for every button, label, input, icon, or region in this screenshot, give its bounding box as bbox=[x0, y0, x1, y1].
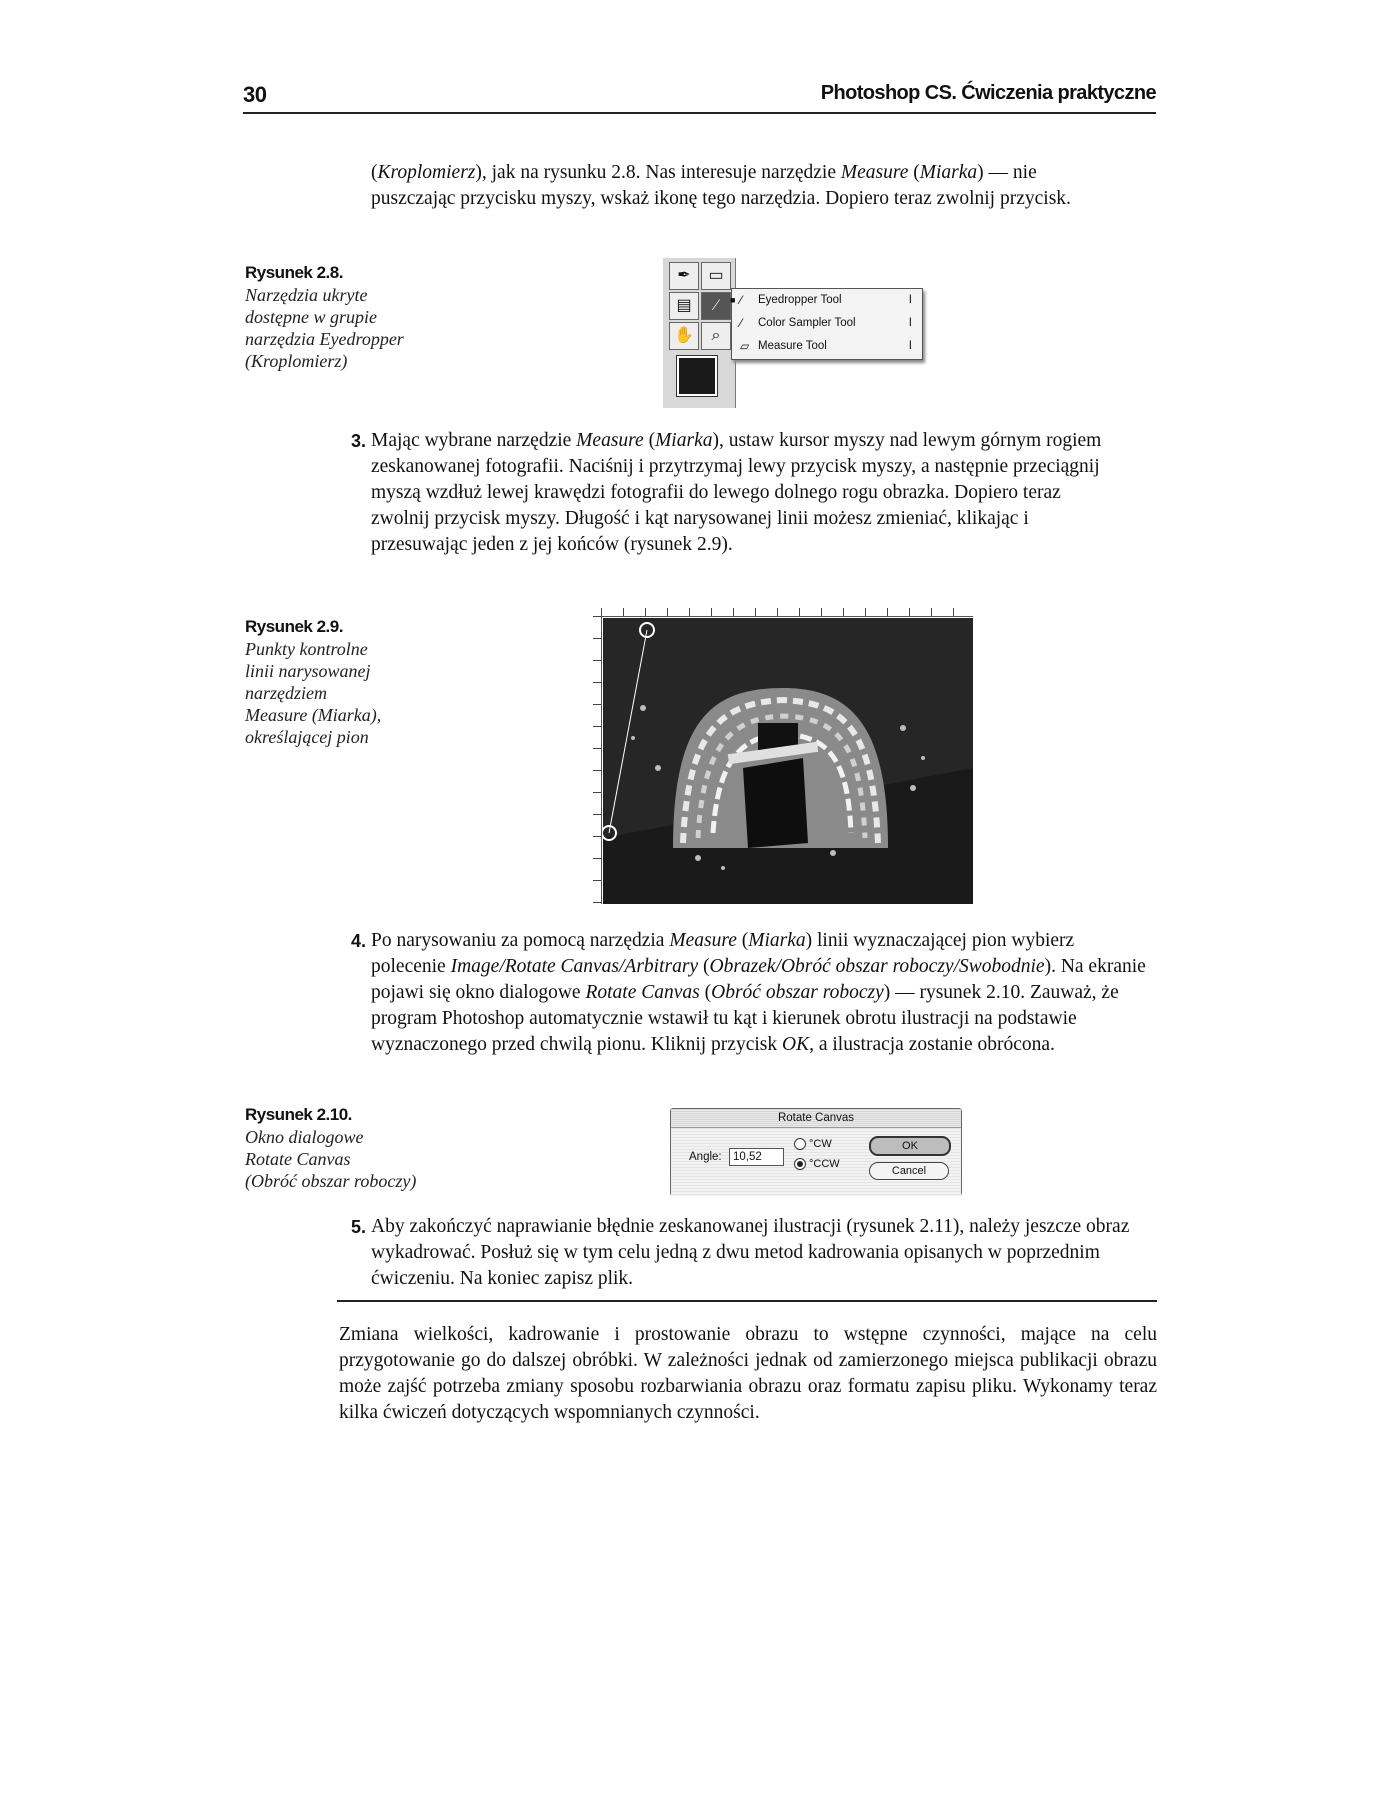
step-number: 4. bbox=[351, 931, 367, 951]
dialog-body bbox=[671, 1128, 961, 1196]
figure-2-9-caption bbox=[245, 616, 465, 748]
angle-label: Angle: bbox=[689, 1151, 722, 1163]
radio-selected-icon[interactable] bbox=[794, 1158, 806, 1170]
active-marker-icon: ■ bbox=[730, 295, 736, 305]
flyout-item-eyedropper[interactable]: ■ ⁄ Eyedropper Tool I bbox=[732, 289, 922, 312]
figure-2-9-photo bbox=[593, 608, 973, 904]
angle-input[interactable]: 10,52 bbox=[729, 1148, 784, 1166]
intro-paragraph: (Kroplomierz), jak na rysunku 2.8. Nas interesuje narzędzie Measure (Miarka) –– nie puszczając przycisku myszy, wskaż ikonę tego narzędzia. Dopiero teraz zwolnij przycisk. bbox=[371, 162, 1071, 209]
step-5: 5. Aby zakończyć naprawianie błędnie zeskanowanej ilustracji (rysunek 2.11), należy jeszcze obraz wykadrować. Posłuż się w tym celu jedną z dwu metod kadrowania opisanych w poprzednim ćwiczeniu. Na koniec zapisz plik. bbox=[351, 1216, 1130, 1289]
step-number: 3. bbox=[351, 431, 367, 451]
hand-tool-icon[interactable]: ✋ bbox=[669, 322, 699, 350]
notes-tool-icon[interactable]: ▤ bbox=[669, 292, 699, 320]
dialog-title: Rotate Canvas bbox=[671, 1109, 961, 1128]
ok-button[interactable]: OK bbox=[869, 1136, 951, 1156]
closing-paragraph: Zmiana wielkości, kadrowanie i prostowanie obrazu to wstępne czynności, mające na celu przygotowanie go do dalszej obróbki. W zależności jednak od zamierzonego miejsca publikacji obrazu może zajść potrzeba zmiany sposobu rozbarwiania obrazu oraz formatu zapisu pliku. Wykonamy teraz kilka ćwiczeń dotyczących wspomnianych czynności. bbox=[339, 1324, 1157, 1423]
figure-2-8-caption bbox=[245, 262, 465, 372]
stone-hut-image bbox=[603, 618, 973, 904]
flyout-item-measure[interactable]: ▱ Measure Tool I bbox=[732, 335, 922, 358]
ruler-icon: ▱ bbox=[740, 339, 750, 353]
running-head bbox=[243, 82, 1156, 114]
eyedropper-tool-icon[interactable]: ⁄ bbox=[701, 292, 731, 320]
toolbox-panel bbox=[663, 258, 736, 408]
figure-2-10-caption bbox=[245, 1104, 485, 1192]
vertical-ruler bbox=[593, 616, 602, 904]
page-number: 30 bbox=[243, 82, 267, 107]
step-4: 4. Po narysowaniu za pomocą narzędzia Measure (Miarka) linii wyznaczającej pion wybierz polecenie Image/Rotate Canvas/Arbitrary (Obrazek/Obróć obszar roboczy/Swobodnie). Na ekranie pojawi się okno dialogowe Rotate Canvas (Obróć obszar roboczy) — rysunek 2.10. Zauważ, że program Photoshop automatycznie wstawił tu kąt i kierunek obrotu ilustracji na podstawie wyznaczonego przed chwilą pionu. Kliknij przycisk OK, a ilustracja zostanie obrócona. bbox=[351, 930, 1146, 1055]
flyout-item-color-sampler[interactable]: ⁄ Color Sampler Tool I bbox=[732, 312, 922, 335]
horizontal-ruler bbox=[601, 608, 973, 617]
cw-radio-option[interactable]: °CW bbox=[794, 1136, 832, 1152]
figure-label: Rysunek 2.9. bbox=[245, 617, 343, 636]
hidden-tools-flyout bbox=[731, 288, 923, 360]
figure-label: Rysunek 2.8. bbox=[245, 263, 343, 282]
cancel-button[interactable]: Cancel bbox=[869, 1162, 949, 1180]
eyedropper-icon: ⁄ bbox=[740, 293, 743, 307]
ccw-radio-option[interactable]: °CCW bbox=[794, 1156, 840, 1172]
step-number: 5. bbox=[351, 1217, 367, 1237]
zoom-tool-icon[interactable]: ⌕ bbox=[701, 322, 731, 350]
section-divider bbox=[337, 1300, 1157, 1302]
radio-icon[interactable] bbox=[794, 1138, 806, 1150]
step-3: 3. Mając wybrane narzędzie Measure (Miarka), ustaw kursor myszy nad lewym górnym rogiem zeskanowanej fotografii. Naciśnij i przytrzymaj lewy przycisk myszy, a następnie przeciągnij myszą wzdłuż lewej krawędzi fotografii do lewego dolnego rogu obrazka. Dopiero teraz zwolnij przycisk myszy. Długość i kąt narysowanej linii możesz zmieniać, klikając i przesuwając jeden z jej końców (rysunek 2.9). bbox=[351, 430, 1102, 555]
caption-text: Okno dialogowe Rotate Canvas (Obróć obszar roboczy) bbox=[245, 1127, 417, 1191]
shape-tool-icon[interactable]: ▭ bbox=[701, 262, 731, 290]
rotate-canvas-dialog bbox=[670, 1108, 962, 1196]
caption-text: Narzędzia ukryte dostępne w grupie narzędzia Eyedropper (Kroplomierz) bbox=[245, 285, 404, 371]
color-sampler-icon: ⁄ bbox=[740, 316, 743, 330]
pen-tool-icon[interactable]: ✒ bbox=[669, 262, 699, 290]
caption-text: Punkty kontrolne linii narysowanej narzędziem Measure (Miarka), określającej pion bbox=[245, 639, 382, 747]
figure-label: Rysunek 2.10. bbox=[245, 1105, 352, 1124]
scanned-photo bbox=[603, 618, 973, 904]
foreground-color-swatch[interactable] bbox=[677, 356, 717, 396]
book-title: Photoshop CS. Ćwiczenia praktyczne bbox=[820, 82, 1156, 104]
figure-2-8-toolbox bbox=[663, 258, 923, 408]
